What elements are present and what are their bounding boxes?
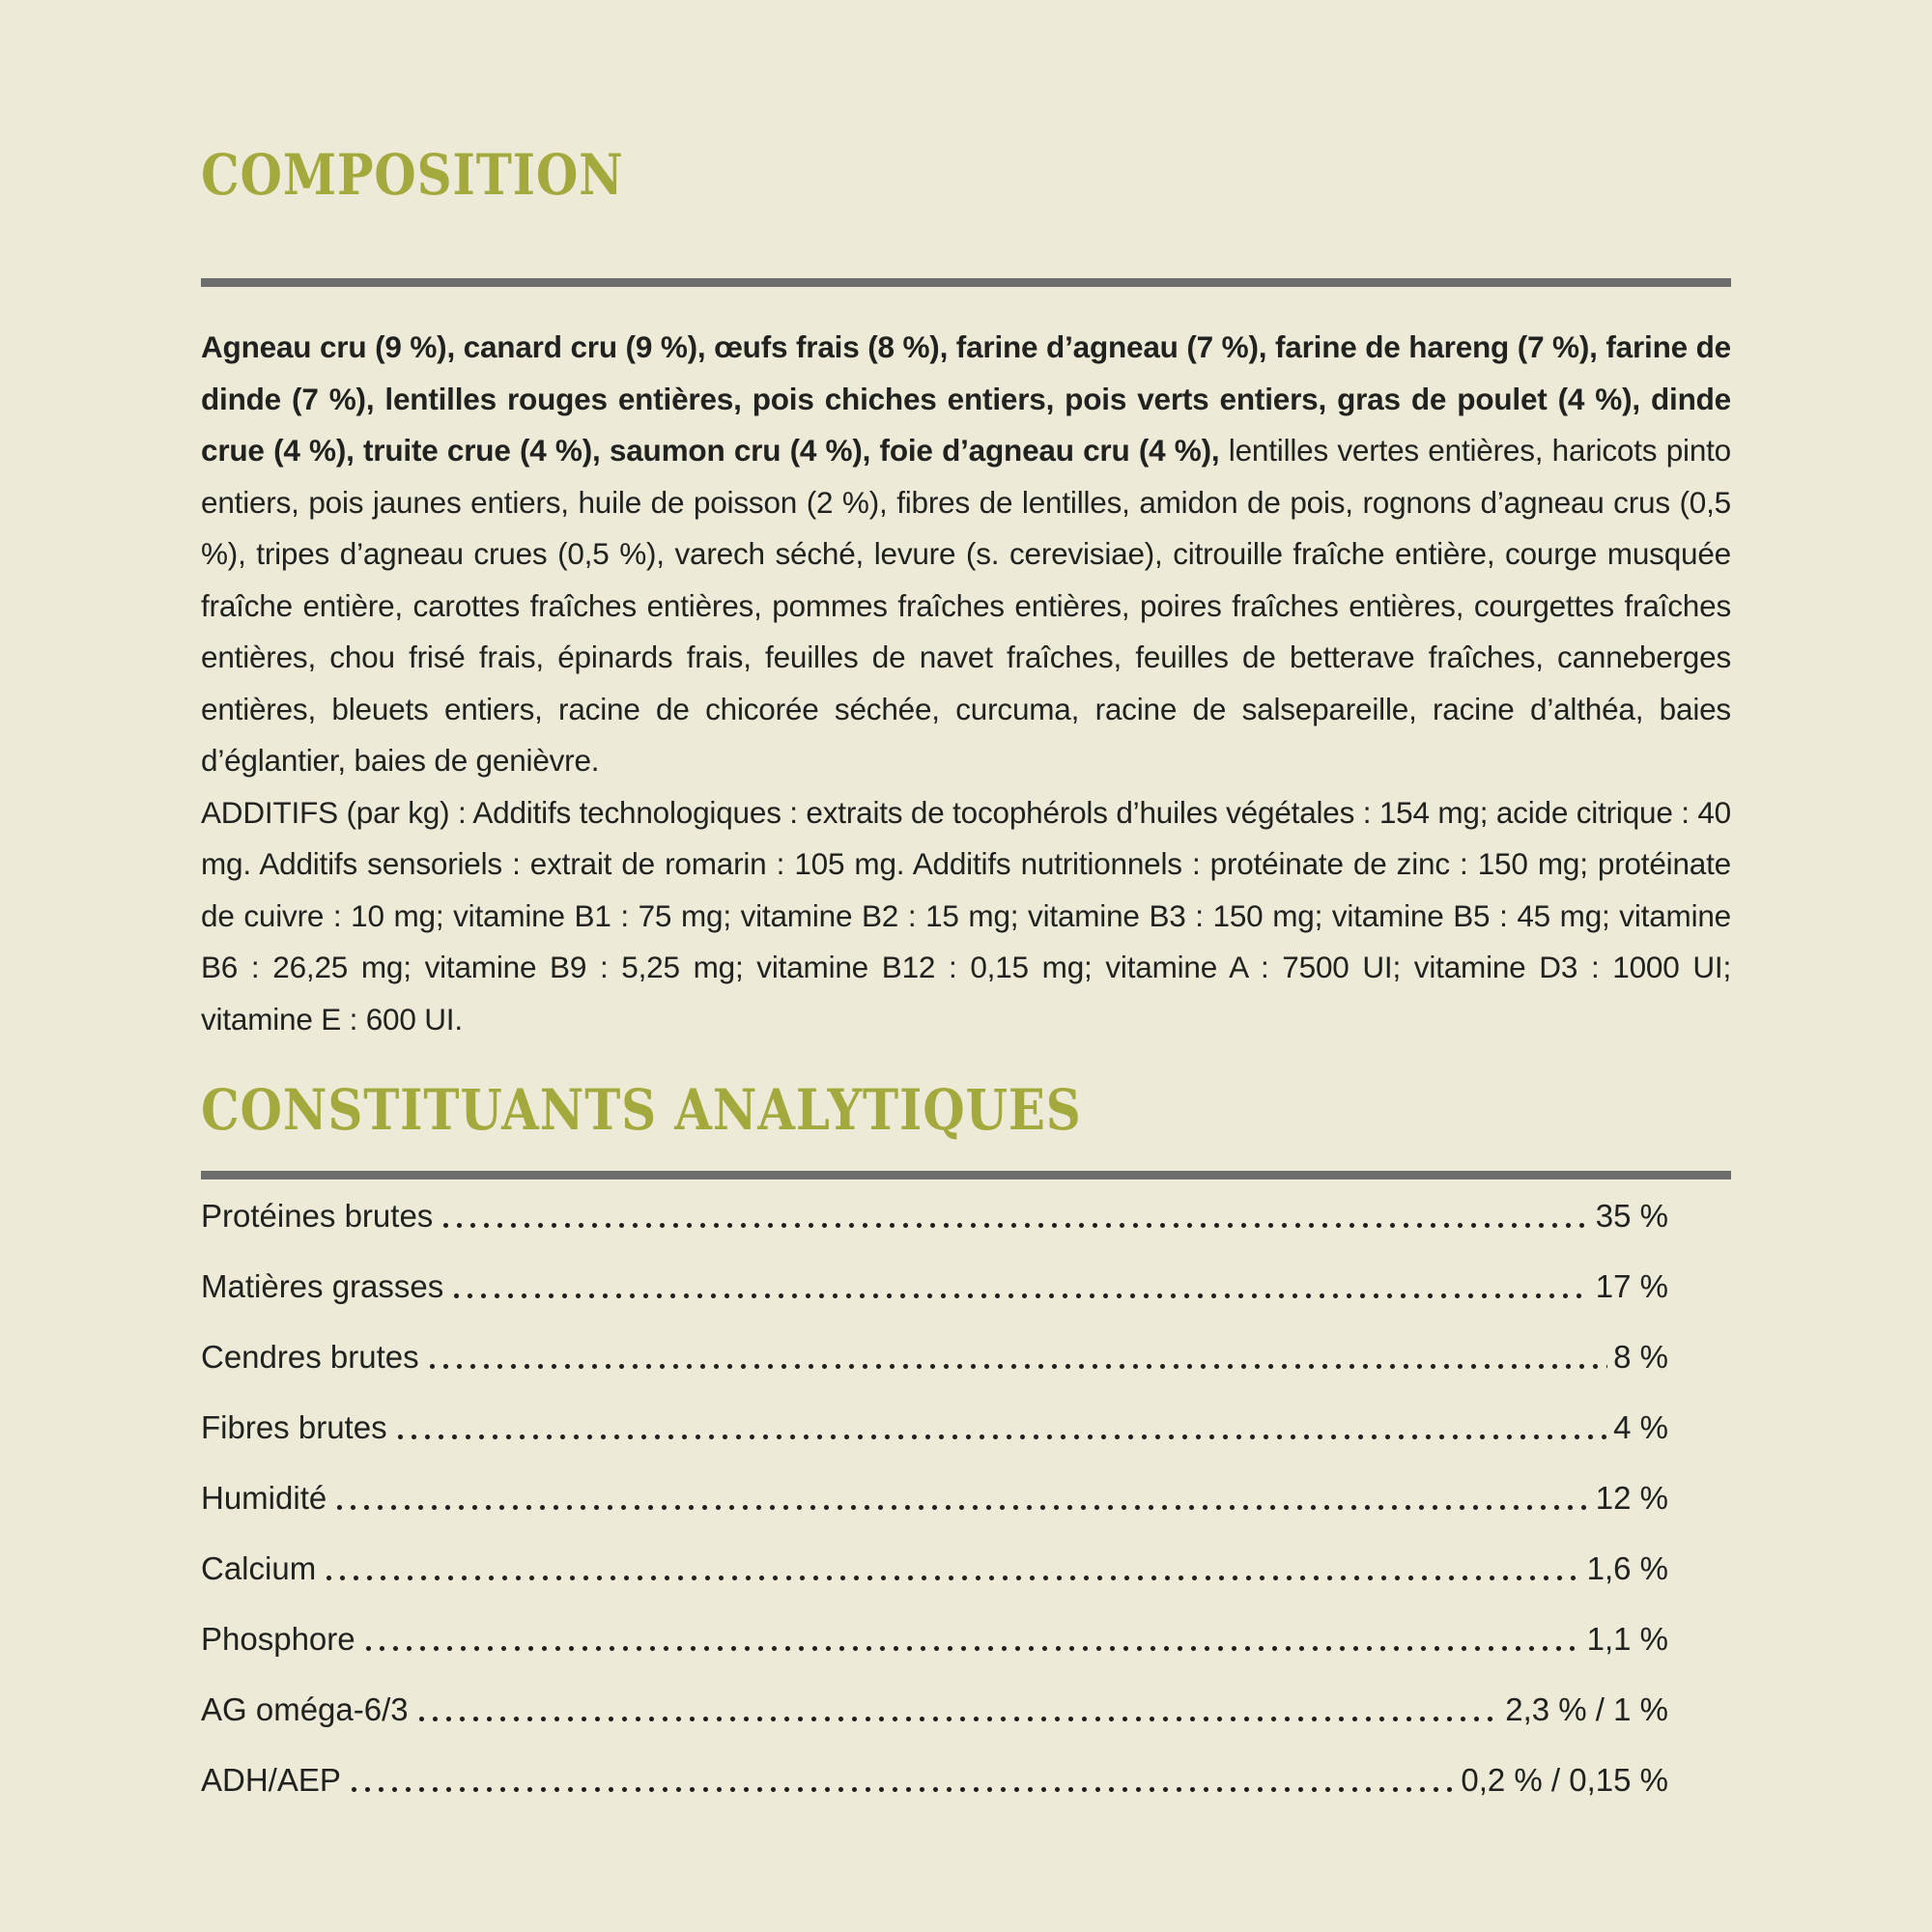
dotted-leader bbox=[365, 1645, 1581, 1652]
composition-heading-text: COMPOSITION bbox=[201, 142, 624, 208]
composition-heading bbox=[201, 143, 1731, 207]
analytical-row bbox=[201, 1620, 1668, 1659]
analytical-heading-text: CONSTITUANTS ANALYTIQUES bbox=[201, 1077, 1082, 1143]
label-page bbox=[201, 0, 1731, 1800]
constituent-label: ADH/AEP bbox=[201, 1762, 341, 1798]
analytical-heading bbox=[201, 1078, 1731, 1142]
constituent-value: 2,3 % / 1 % bbox=[1505, 1691, 1668, 1727]
constituent-label: Cendres brutes bbox=[201, 1339, 419, 1375]
constituent-value: 4 % bbox=[1613, 1409, 1668, 1445]
dotted-leader bbox=[429, 1363, 1608, 1370]
analytical-section bbox=[201, 1078, 1731, 1800]
dotted-leader bbox=[418, 1716, 1500, 1722]
dotted-leader bbox=[326, 1575, 1580, 1581]
constituent-label: Protéines brutes bbox=[201, 1198, 434, 1234]
ingredients-bold-text: Agneau cru (9 %), canard cru (9 %), œufs frais (8 %), farine d’agneau (7 %), farine de hareng (7 %), farine de dinde (7 %), lentilles rouges entières, pois chiches entiers, pois verts entiers, gras de poulet (4 %), dinde crue (4 %), truite crue (4 %), saumon cru (4 %), foie d’agneau cru (4 %), bbox=[201, 329, 1731, 468]
dotted-leader bbox=[453, 1293, 1590, 1299]
analytical-row bbox=[201, 1338, 1668, 1377]
constituent-value: 35 % bbox=[1595, 1198, 1668, 1234]
dotted-leader bbox=[397, 1434, 1608, 1440]
dotted-leader bbox=[351, 1786, 1455, 1793]
divider-rule bbox=[201, 1171, 1731, 1179]
divider-rule bbox=[201, 278, 1731, 287]
analytical-row bbox=[201, 1549, 1668, 1588]
dotted-leader bbox=[336, 1504, 1590, 1511]
ingredients-regular-text: lentilles vertes entières, haricots pinto entiers, pois jaunes entiers, huile de poisson (2 %), fibres de lentilles, amidon de pois, rognons d’agneau crus (0,5 %), tripes d’agneau crues (0,5 %), varech séché, levure (s. cerevisiae), citrouille fraîche entière, courge musquée fraîche entière, carottes fraîches entières, pommes fraîches entières, poires fraîches entières, courgettes fraîches entières, chou frisé frais, épinards frais, feuilles de navet fraîches, feuilles de betterave fraîches, canneberges entières, bleuets entiers, racine de chicorée séchée, curcuma, racine de salsepareille, racine d’althéa, baies d’églantier, baies de genièvre. bbox=[201, 433, 1732, 778]
constituent-value: 0,2 % / 0,15 % bbox=[1461, 1762, 1668, 1798]
composition-section bbox=[201, 143, 1731, 1045]
constituent-label: Calcium bbox=[201, 1550, 317, 1586]
constituent-label: Matières grasses bbox=[201, 1268, 444, 1304]
analytical-row bbox=[201, 1690, 1668, 1729]
analytical-table bbox=[201, 1197, 1668, 1800]
analytical-row bbox=[201, 1408, 1668, 1447]
additives-paragraph: ADDITIFS (par kg) : Additifs technologiques : extraits de tocophérols d’huiles végétales : 154 mg; acide citrique : 40 mg. Additifs sensoriels : extrait de romarin : 105 mg. Additifs nutritionnels : protéinate de zinc : 150 mg; protéinate de cuivre : 10 mg; vitamine B1 : 75 mg; vitamine B2 : 15 mg; vitamine B3 : 150 mg; vitamine B5 : 45 mg; vitamine B6 : 26,25 mg; vitamine B9 : 5,25 mg; vitamine B12 : 0,15 mg; vitamine A : 7500 UI; vitamine D3 : 1000 UI; vitamine E : 600 UI. bbox=[201, 794, 1731, 1037]
constituent-label: Humidité bbox=[201, 1480, 327, 1516]
constituent-value: 12 % bbox=[1595, 1480, 1668, 1516]
constituent-value: 8 % bbox=[1613, 1339, 1668, 1375]
constituent-value: 1,6 % bbox=[1586, 1550, 1668, 1586]
constituent-label: AG oméga-6/3 bbox=[201, 1691, 409, 1727]
analytical-row bbox=[201, 1761, 1668, 1800]
dotted-leader bbox=[442, 1222, 1589, 1229]
constituent-label: Phosphore bbox=[201, 1621, 355, 1657]
ingredients-paragraph bbox=[201, 322, 1731, 787]
analytical-row bbox=[201, 1479, 1668, 1518]
analytical-row bbox=[201, 1267, 1668, 1306]
constituent-value: 1,1 % bbox=[1586, 1621, 1668, 1657]
constituent-label: Fibres brutes bbox=[201, 1409, 387, 1445]
analytical-row bbox=[201, 1197, 1668, 1236]
constituent-value: 17 % bbox=[1595, 1268, 1668, 1304]
